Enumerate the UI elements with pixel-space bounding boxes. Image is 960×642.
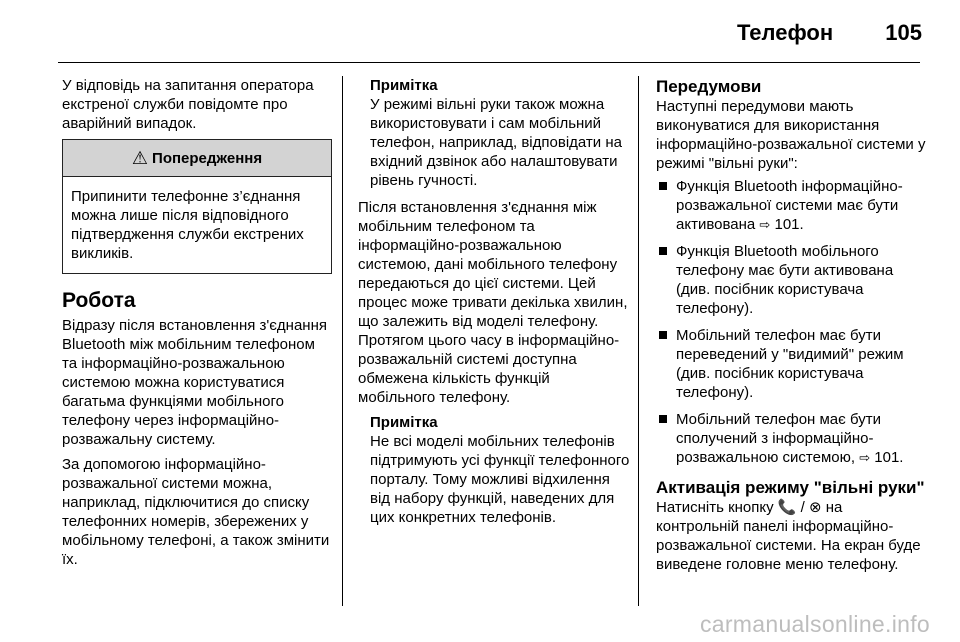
warning-title: Попередження: [152, 149, 263, 167]
list-item: Функція Bluetooth мобільного телефону має бути активована (див. посібник користувача телефону).: [656, 242, 928, 318]
list-item: Мобільний телефон має бути сполучений з інформаційно-розважальною системою, ⇨ 101.: [656, 410, 928, 467]
warning-header: [63, 140, 331, 177]
column-divider-1: [342, 76, 343, 606]
column-2: [358, 76, 630, 535]
page-reference: 101.: [774, 216, 804, 233]
column-divider-2: [638, 76, 639, 606]
warning-box: [62, 139, 332, 274]
note-1-text: У режимі вільні руки також можна використовувати і сам мобільний телефон, наприклад, відповідати на вхідний дзвінок або налаштовувати рівень гучності.: [370, 96, 622, 189]
note-2: [358, 413, 630, 527]
note-2-title: Примітка: [370, 414, 438, 431]
bullet-square-icon: [659, 247, 667, 255]
bullet-square-icon: [659, 331, 667, 339]
data-transfer-paragraph: Після встановлення з'єднання між мобільним телефоном та інформаційно-розважальною системою, дані мобільного телефону передаються до цієї системи. Цей процес може тривати декілька хвилин, що залежить від моделі телефону. Протягом цього часу в інформаційно-розважальній системі доступна обмежена кількість функцій мобільного телефону.: [358, 199, 628, 406]
list-item: Мобільний телефон має бути переведений у "видимий" режим (див. посібник користувача телефону).: [656, 326, 928, 402]
activation-title: Активація режиму "вільні руки": [656, 478, 925, 497]
phone-icon: 📞: [777, 499, 797, 516]
intro-paragraph: У відповідь на запитання оператора екстреної служби повідомте про аварійний випадок.: [62, 77, 314, 132]
page-reference: 101.: [874, 449, 904, 466]
page-header: [737, 20, 922, 46]
section-title-operation: Робота: [62, 289, 136, 312]
bullet-square-icon: [659, 415, 667, 423]
page-ref-arrow-icon: ⇨: [759, 217, 771, 232]
operation-paragraph-1: Відразу після встановлення з'єднання Bluetooth між мобільним телефоном та інформаційно-розважальною системою можна користуватися багатьма функціями мобільного телефону через інформаційно-розважальну систему.: [62, 317, 327, 448]
warning-text: Припинити телефонне з’єднання можна лише після відповідного підтвердження служби екстрених викликів.: [71, 188, 304, 262]
list-item: Функція Bluetooth інформаційно-розважальної системи має бути активована ⇨ 101.: [656, 177, 928, 234]
bullet-square-icon: [659, 182, 667, 190]
mute-phone-icon: ⊗: [808, 499, 822, 516]
prerequisites-intro: Наступні передумови мають виконуватися для використання інформаційно-розважальної системи у режимі "вільні руки":: [656, 98, 926, 172]
page-ref-arrow-icon: ⇨: [859, 450, 871, 465]
column-1: [62, 76, 332, 575]
note-2-text: Не всі моделі мобільних телефонів підтримують усі функції телефонного порталу. Тому можливі відхилення від набору функцій, наведених для цих конкретних телефонів.: [370, 433, 630, 526]
column-3: [656, 76, 928, 574]
watermark: carmanualsonline.info: [699, 611, 930, 637]
page-number: 105: [885, 20, 922, 45]
note-1: [358, 76, 630, 190]
note-1-title: Примітка: [370, 77, 438, 94]
warning-triangle-icon: ⚠: [131, 147, 149, 168]
header-rule: [58, 62, 920, 63]
prerequisites-title: Передумови: [656, 77, 762, 96]
operation-paragraph-2: За допомогою інформаційно-розважальної системи можна, наприклад, підключитися до списку телефонних номерів, збережених у мобільному телефоні, а також змінити їх.: [62, 456, 330, 568]
header-section-title: Телефон: [736, 20, 834, 45]
activation-paragraph: Натисніть кнопку 📞 / ⊗ на контрольній панелі інформаційно-розважальної системи. На екран буде виведене головне меню телефону.: [656, 499, 921, 573]
prerequisites-list: [656, 177, 928, 467]
